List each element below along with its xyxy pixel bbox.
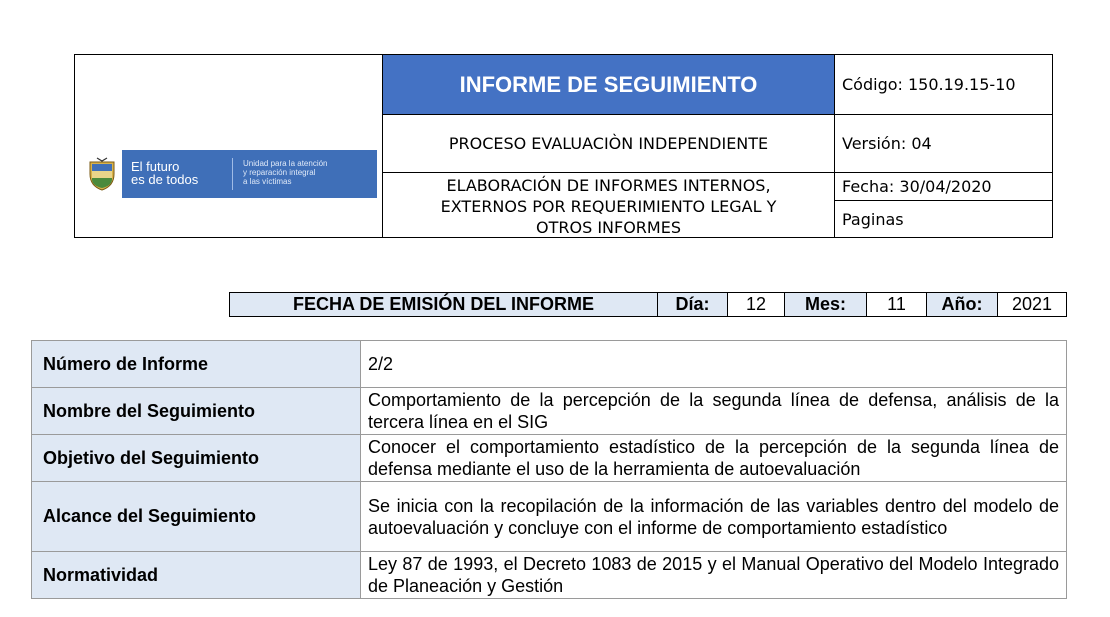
logo-cell xyxy=(75,55,383,237)
year-value: 2021 xyxy=(998,293,1066,316)
document-title: INFORME DE SEGUIMIENTO xyxy=(383,55,834,115)
procedure-line-3: OTROS INFORMES xyxy=(536,218,681,237)
institution-logo xyxy=(82,150,377,198)
table-row xyxy=(32,388,1067,435)
row-label: Número de Informe xyxy=(32,341,361,388)
issue-date-row xyxy=(229,292,1067,317)
row-value: Se inicia con la recopilación de la información de las variables dentro del modelo de autoevaluación y concluye con el informe de comportamiento estadístico xyxy=(361,482,1067,552)
day-value: 12 xyxy=(728,293,785,316)
row-label: Alcance del Seguimiento xyxy=(32,482,361,552)
document-date: Fecha: 30/04/2020 xyxy=(834,173,1052,201)
row-label: Normatividad xyxy=(32,552,361,599)
logo-unit-line-1: Unidad para la atención xyxy=(243,159,328,168)
table-row xyxy=(32,552,1067,599)
logo-slogan-line-1: El futuro xyxy=(131,159,180,174)
procedure-line-2: EXTERNOS POR REQUERIMIENTO LEGAL Y xyxy=(440,197,777,216)
report-info-table xyxy=(31,340,1067,599)
row-value: Ley 87 de 1993, el Decreto 1083 de 2015 y el Manual Operativo del Modelo Integrado de Planeación y Gestión xyxy=(361,552,1067,599)
row-value: 2/2 xyxy=(361,341,1067,388)
procedure-line-1: ELABORACIÓN DE INFORMES INTERNOS, xyxy=(446,176,771,195)
row-value: Comportamiento de la percepción de la segunda línea de defensa, análisis de la tercera línea en el SIG xyxy=(361,388,1067,435)
logo-unit-line-3: a las víctimas xyxy=(243,177,292,186)
logo-divider xyxy=(232,158,233,190)
table-row xyxy=(32,341,1067,388)
coat-of-arms-icon xyxy=(82,150,122,198)
process-name: PROCESO EVALUACIÒN INDEPENDIENTE xyxy=(383,115,834,173)
document-pages: Paginas xyxy=(834,201,1052,237)
month-label: Mes: xyxy=(785,293,867,316)
day-label: Día: xyxy=(658,293,728,316)
logo-slogan xyxy=(131,160,198,186)
table-row xyxy=(32,482,1067,552)
row-label: Nombre del Seguimiento xyxy=(32,388,361,435)
issue-date-label: FECHA DE EMISIÓN DEL INFORME xyxy=(230,293,658,316)
year-label: Año: xyxy=(927,293,998,316)
document-code: Código: 150.19.15-10 xyxy=(834,55,1052,115)
month-value: 11 xyxy=(867,293,927,316)
row-value: Conocer el comportamiento estadístico de la percepción de la segunda línea de defensa mediante el uso de la herramienta de autoevaluación xyxy=(361,435,1067,482)
logo-unit-name xyxy=(243,159,328,186)
document-version: Versión: 04 xyxy=(834,115,1052,173)
header-table xyxy=(74,54,1053,238)
table-row xyxy=(32,435,1067,482)
row-label: Objetivo del Seguimiento xyxy=(32,435,361,482)
procedure-name xyxy=(383,173,834,237)
logo-unit-line-2: y reparación integral xyxy=(243,168,316,177)
logo-slogan-line-2: es de todos xyxy=(131,172,199,187)
